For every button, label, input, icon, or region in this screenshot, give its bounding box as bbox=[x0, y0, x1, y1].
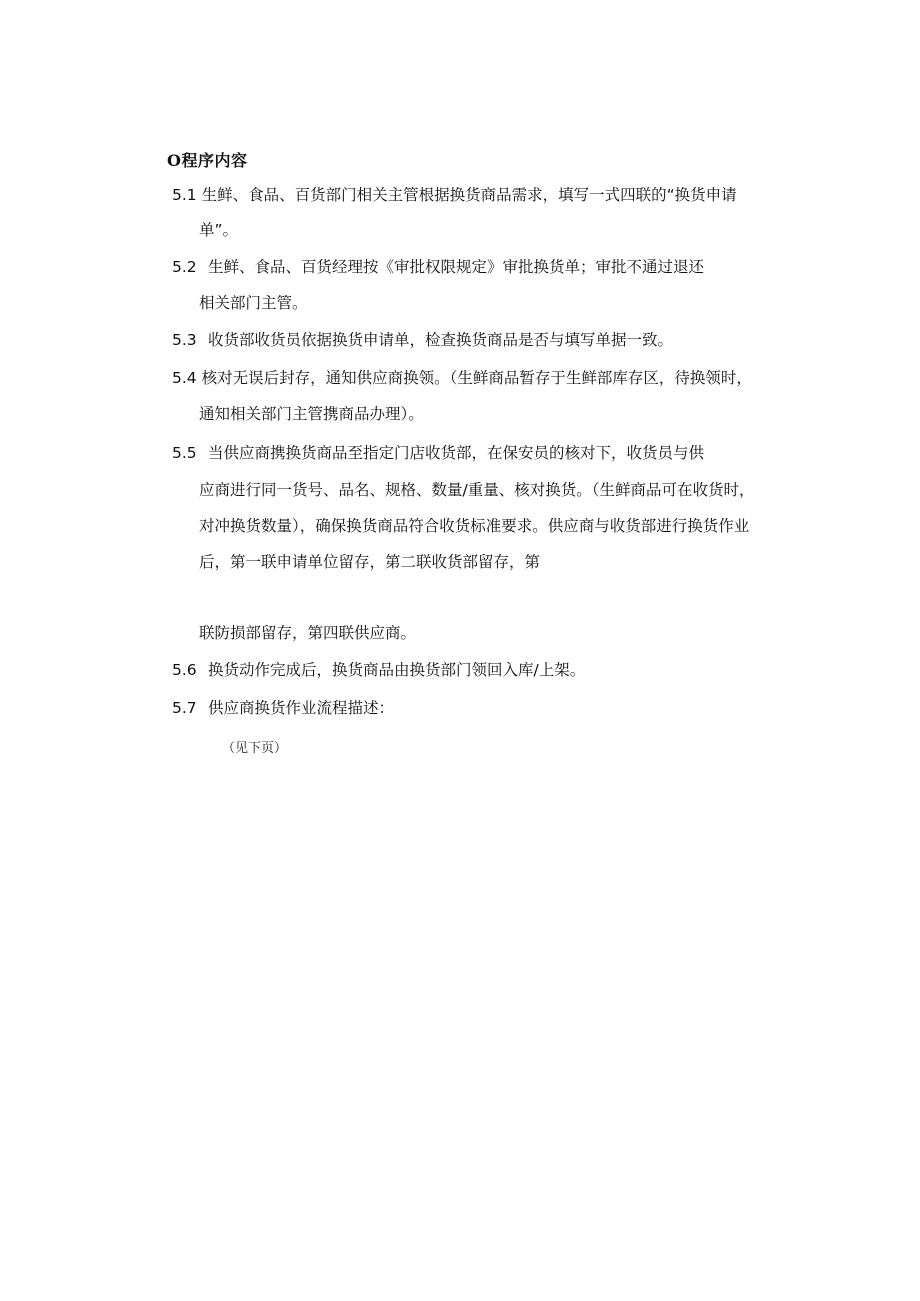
item-number: 5.3 bbox=[172, 331, 197, 349]
item-text: 核对无误后封存，通知供应商换领。（生鲜商品暂存于生鲜部库存区，待换领时， bbox=[201, 369, 752, 387]
item-number: 5.4 bbox=[172, 369, 197, 387]
item-5-4-line-1 bbox=[172, 367, 752, 389]
item-number: 5.7 bbox=[172, 699, 197, 717]
item-5-5-line-4 bbox=[199, 551, 540, 573]
item-text: 单”。 bbox=[199, 221, 239, 239]
item-5-6-line-1 bbox=[172, 659, 585, 681]
item-text: 应商进行同一货号、品名、规格、数量/重量、核对换货。（生鲜商品可在收货时， bbox=[199, 481, 755, 499]
item-5-7-line-1 bbox=[172, 697, 394, 719]
item-text: 对冲换货数量），确保换货商品符合收货标准要求。供应商与收货部进行换货作业 bbox=[199, 517, 750, 535]
item-5-1-line-2 bbox=[199, 219, 238, 241]
item-text: 供应商换货作业流程描述： bbox=[208, 699, 395, 717]
item-5-5-line-5 bbox=[199, 622, 416, 644]
item-5-4-line-2 bbox=[199, 403, 424, 425]
see-next-page-note: （见下页） bbox=[222, 741, 288, 756]
item-number: 5.5 bbox=[172, 444, 197, 462]
item-5-2-line-1 bbox=[172, 256, 704, 278]
item-text: 相关部门主管。 bbox=[199, 294, 308, 312]
item-5-2-line-2 bbox=[199, 292, 308, 314]
item-5-5-line-3 bbox=[199, 515, 749, 537]
item-text: 收货部收货员依据换货申请单，检查换货商品是否与填写单据一致。 bbox=[208, 331, 674, 349]
item-5-1-line-1 bbox=[172, 184, 737, 206]
item-text: 通知相关部门主管携商品办理）。 bbox=[199, 405, 424, 423]
item-number: 5.2 bbox=[172, 258, 197, 276]
item-5-5-line-1 bbox=[172, 442, 704, 464]
item-5-5-line-2 bbox=[199, 479, 754, 501]
item-text: 换货动作完成后，换货商品由换货部门领回入库/上架。 bbox=[208, 661, 586, 679]
item-text: 联防损部留存，第四联供应商。 bbox=[199, 624, 417, 642]
item-number: 5.1 bbox=[172, 186, 197, 204]
item-text: 生鲜、食品、百货经理按《审批权限规定》审批换货单；审批不通过退还 bbox=[208, 258, 705, 276]
item-text: 当供应商携换货商品至指定门店收货部，在保安员的核对下，收货员与供 bbox=[208, 444, 705, 462]
item-text: 生鲜、食品、百货部门相关主管根据换货商品需求，填写一式四联的“换货申请 bbox=[201, 186, 737, 204]
item-number: 5.6 bbox=[172, 661, 197, 679]
item-text: 后，第一联申请单位留存，第二联收货部留存，第 bbox=[199, 553, 541, 571]
item-5-3-line-1 bbox=[172, 329, 673, 351]
section-heading: O程序内容 bbox=[167, 151, 248, 170]
